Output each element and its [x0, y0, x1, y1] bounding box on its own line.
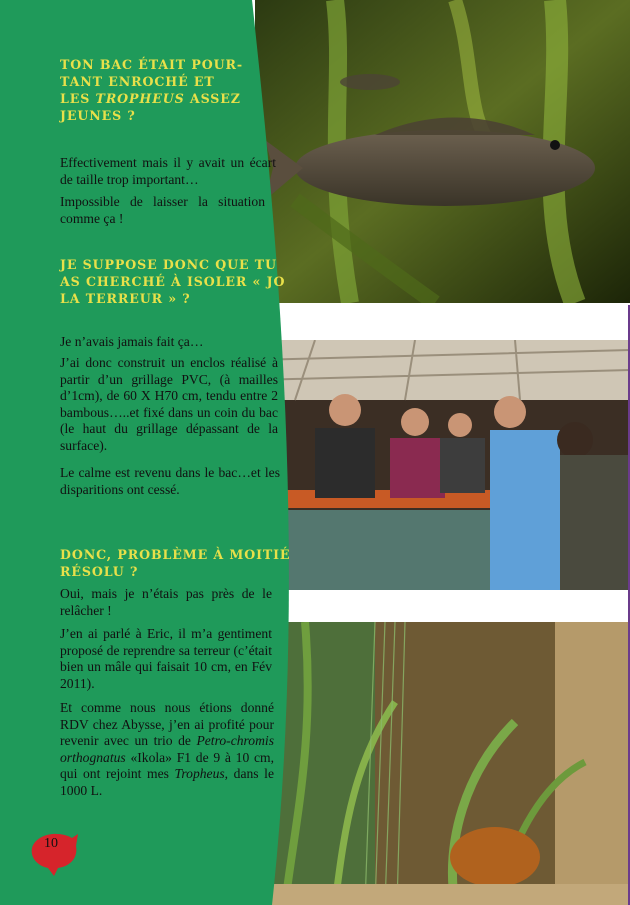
paragraph: Je n’avais jamais fait ça… — [60, 334, 204, 349]
paragraph: Effectivement mais il y avait un écart de taille trop important… — [60, 155, 276, 187]
paragraph: J’en ai parlé à Eric, il m’a gentiment proposé de reprendre sa terreur (c’était bien un mâle qui faisait 10 cm, en Fév 2011). — [60, 626, 272, 691]
paragraph: Le calme est revenu dans le bac…et les disparitions ont cessé. — [60, 465, 280, 497]
page-number: 10 — [44, 836, 58, 851]
paragraph: Impossible de laisser la situation comme ça ! — [60, 194, 265, 226]
section-heading-3: DONC, PROBLÈME À MOITIÉ RÉSOLU ? — [60, 547, 291, 579]
section-heading-1: TON BAC ÉTAIT POUR- TANT ENROCHÉ ET LES TROPHEUS ASSEZ JEUNES ? — [60, 57, 243, 123]
paragraph: Oui, mais je n’étais pas près de le relâcher ! — [60, 586, 272, 618]
section-heading-2: JE SUPPOSE DONC QUE TU AS CHERCHÉ À ISOLER « JO LA TERREUR » ? — [60, 257, 286, 306]
paragraph: J’ai donc construit un enclos réalisé à partir d’un grillage PVC, (à mailles d’1cm), de 60 X H70 cm, tendu entre 2 bambous…..et fixé dans un coin du bac (le haut du grillage dépassant de la surface). — [60, 355, 278, 453]
paragraph: Et comme nous nous étions donné RDV chez Abysse, j’en ai profité pour revenir avec un trio de Petro-chromis orthognatus «Ikola» F1 de 9 à 10 cm, qui ont rejoint mes Tropheus, dans le 1000 L. — [60, 700, 274, 798]
